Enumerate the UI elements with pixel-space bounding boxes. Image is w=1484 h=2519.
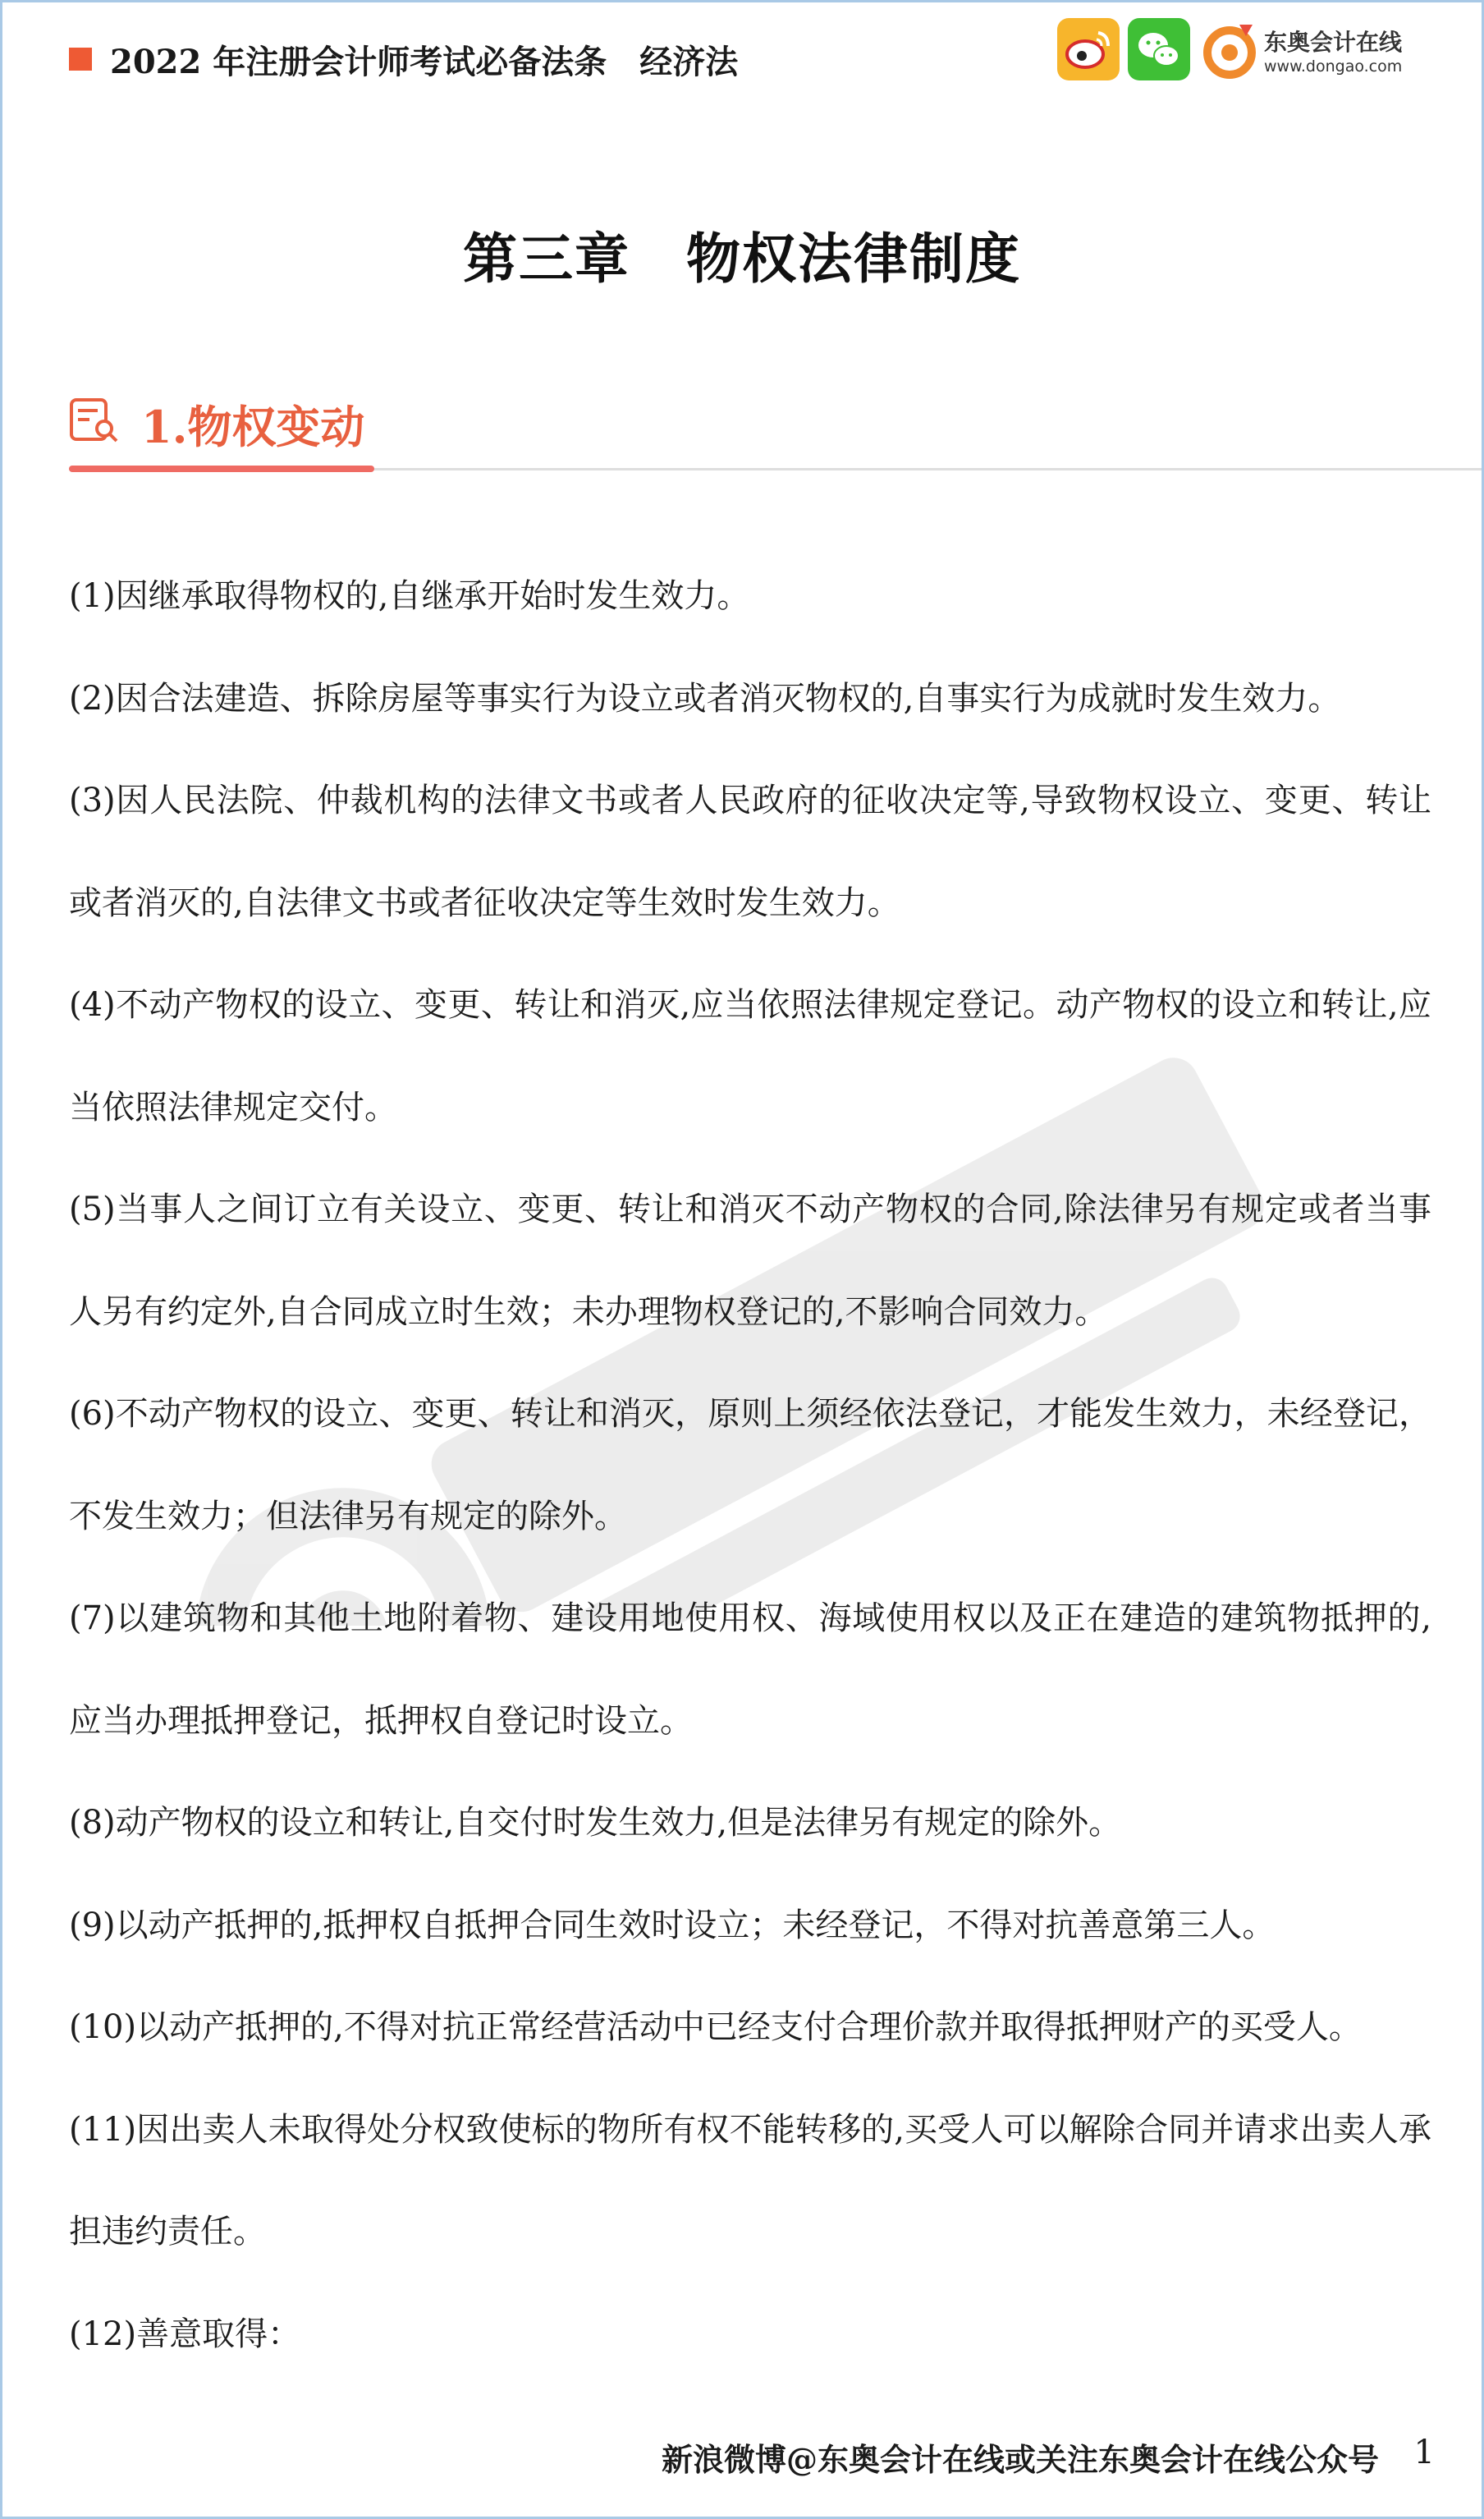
header-title: 2022 年注册会计师考试必备法条 经济法 — [110, 43, 739, 81]
paragraph-10: (10)以动产抵押的,不得对抗正常经营活动中已经支付合理价款并取得抵押财产的买受人。 — [69, 2008, 1362, 2046]
wechat-icon[interactable] — [1128, 18, 1190, 80]
page-header — [0, 0, 1484, 123]
section-underline — [69, 466, 374, 472]
paragraph-2: (2)因合法建造、拆除房屋等事实行为设立或者消灭物权的,自事实行为成就时发生效力。 — [69, 679, 1341, 718]
paragraph-12: (12)善意取得： — [69, 2315, 301, 2353]
brand-name: 东奥会计在线 — [1264, 29, 1403, 56]
paragraph-4: (4)不动产物权的设立、变更、转让和消灭,应当依照法律规定登记。动产物权的设立和转让,应当依照法律规定交付。 — [69, 986, 1431, 1126]
brand-url: www.dongao.com — [1264, 57, 1403, 76]
footer-promo-text: 新浪微博@东奥会计在线或关注东奥会计在线公众号 — [661, 2441, 1379, 2478]
weibo-icon[interactable] — [1057, 18, 1120, 80]
section-title: 1.物权变动 — [141, 401, 365, 453]
paragraph-9: (9)以动产抵押的,抵押权自抵押合同生效时设立；未经登记，不得对抗善意第三人。 — [69, 1906, 1276, 1944]
chapter-title: 第三章 物权法律制度 — [463, 227, 1021, 291]
paragraph-11: (11)因出卖人未取得处分权致使标的物所有权不能转移的,买受人可以解除合同并请求出卖人承担违约责任。 — [69, 2110, 1431, 2251]
document-search-icon — [69, 397, 120, 443]
dongao-logo-icon — [1200, 18, 1264, 82]
article-body — [69, 545, 1431, 2385]
paragraph-3: (3)因人民法院、仲裁机构的法律文书或者人民政府的征收决定等,导致物权设立、变更、转让或者消灭的,自法律文书或者征收决定等生效时发生效力。 — [69, 782, 1431, 922]
paragraph-7: (7)以建筑物和其他土地附着物、建设用地使用权、海域使用权以及正在建造的建筑物抵押的,应当办理抵押登记，抵押权自登记时设立。 — [69, 1599, 1431, 1740]
page-number: 1 — [1413, 2434, 1435, 2471]
paragraph-5: (5)当事人之间订立有关设立、变更、转让和消灭不动产物权的合同,除法律另有规定或者当事人另有约定外,自合同成立时生效；未办理物权登记的,不影响合同效力。 — [69, 1191, 1431, 1331]
header-bullet-square — [69, 48, 92, 71]
paragraph-8: (8)动产物权的设立和转让,自交付时发生效力,但是法律另有规定的除外。 — [69, 1804, 1122, 1842]
paragraph-1: (1)因继承取得物权的,自继承开始时发生效力。 — [69, 577, 750, 615]
paragraph-6: (6)不动产物权的设立、变更、转让和消灭，原则上须经依法登记，才能发生效力，未经登记，不发生效力；但法律另有规定的除外。 — [69, 1395, 1431, 1535]
